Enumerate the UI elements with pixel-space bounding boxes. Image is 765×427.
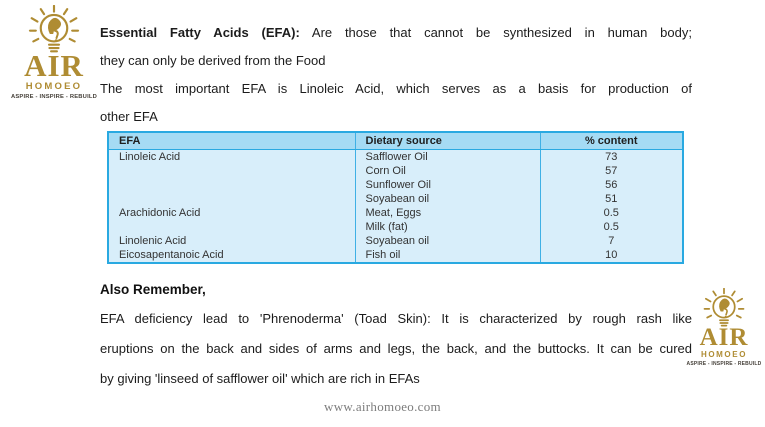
intro-line-4: other EFA <box>100 109 158 124</box>
air-homoeo-logo-top <box>8 5 100 100</box>
table-header-cell: EFA <box>108 132 355 150</box>
remember-line-1: EFA deficiency lead to 'Phrenoderma' (Toad Skin): It is characterized by rough rash like <box>100 311 692 326</box>
table-cell: Milk (fat) <box>355 220 540 234</box>
remember-paragraph <box>100 304 692 394</box>
also-remember-heading: Also Remember, <box>100 282 206 297</box>
table-cell: Soyabean oil <box>355 234 540 248</box>
table-row <box>108 206 683 220</box>
table-cell: 7 <box>540 234 683 248</box>
table-cell: Corn Oil <box>355 164 540 178</box>
logo-title: AIR <box>699 324 749 351</box>
table-cell: Linolenic Acid <box>108 234 355 248</box>
table-cell: Meat, Eggs <box>355 206 540 220</box>
logo-subtitle: HOMOEO <box>700 350 748 360</box>
table-cell <box>108 164 355 178</box>
table-cell: 51 <box>540 192 683 206</box>
table-row <box>108 234 683 248</box>
logo-subtitle: HOMOEO <box>25 81 83 93</box>
logo-title: AIR <box>24 48 84 83</box>
table-cell: 56 <box>540 178 683 192</box>
efa-table-body <box>108 150 683 264</box>
table-cell: 10 <box>540 248 683 263</box>
main-content <box>100 19 692 394</box>
table-row <box>108 248 683 263</box>
table-cell: Fish oil <box>355 248 540 263</box>
table-header-cell: % content <box>540 132 683 150</box>
table-cell: Sunflower Oil <box>355 178 540 192</box>
logo-tagline: ASPIRE - INSPIRE - REBUILD <box>686 361 762 368</box>
table-cell: Soyabean oil <box>355 192 540 206</box>
table-cell: 73 <box>540 150 683 165</box>
table-cell: Safflower Oil <box>355 150 540 165</box>
efa-table <box>107 131 684 264</box>
table-row <box>108 192 683 206</box>
table-header-cell: Dietary source <box>355 132 540 150</box>
intro-line-3: The most important EFA is Linoleic Acid, which serves as a basis for production of <box>100 81 692 96</box>
table-row <box>108 178 683 192</box>
table-cell <box>108 178 355 192</box>
intro-line-2: they can only be derived from the Food <box>100 53 326 68</box>
lightbulb-icon <box>702 288 746 327</box>
intro-paragraph <box>100 19 692 131</box>
table-header-row <box>108 132 683 150</box>
table-row <box>108 150 683 165</box>
table-row <box>108 220 683 234</box>
air-homoeo-logo-bottom <box>686 288 762 367</box>
table-cell: Arachidonic Acid <box>108 206 355 220</box>
table-cell: 0.5 <box>540 220 683 234</box>
remember-line-3: by giving 'linseed of safflower oil' which are rich in EFAs <box>100 371 420 386</box>
table-cell: Linoleic Acid <box>108 150 355 165</box>
website-url: www.airhomoeo.com <box>324 399 441 414</box>
table-cell <box>108 192 355 206</box>
table-cell <box>108 220 355 234</box>
table-cell: Eicosapentanoic Acid <box>108 248 355 263</box>
table-row <box>108 164 683 178</box>
logo-tagline: ASPIRE - INSPIRE - REBUILD <box>10 94 98 101</box>
intro-line-1-rest: Are those that cannot be synthesized in human body; <box>299 25 692 40</box>
table-cell: 0.5 <box>540 206 683 220</box>
remember-line-2: eruptions on the back and sides of arms and legs, the back, and the buttocks. It can be cured <box>100 341 692 356</box>
intro-line-1 <box>100 19 692 47</box>
lightbulb-icon <box>27 5 81 53</box>
table-cell: 57 <box>540 164 683 178</box>
intro-lead-bold: Essential Fatty Acids (EFA): <box>100 25 300 40</box>
